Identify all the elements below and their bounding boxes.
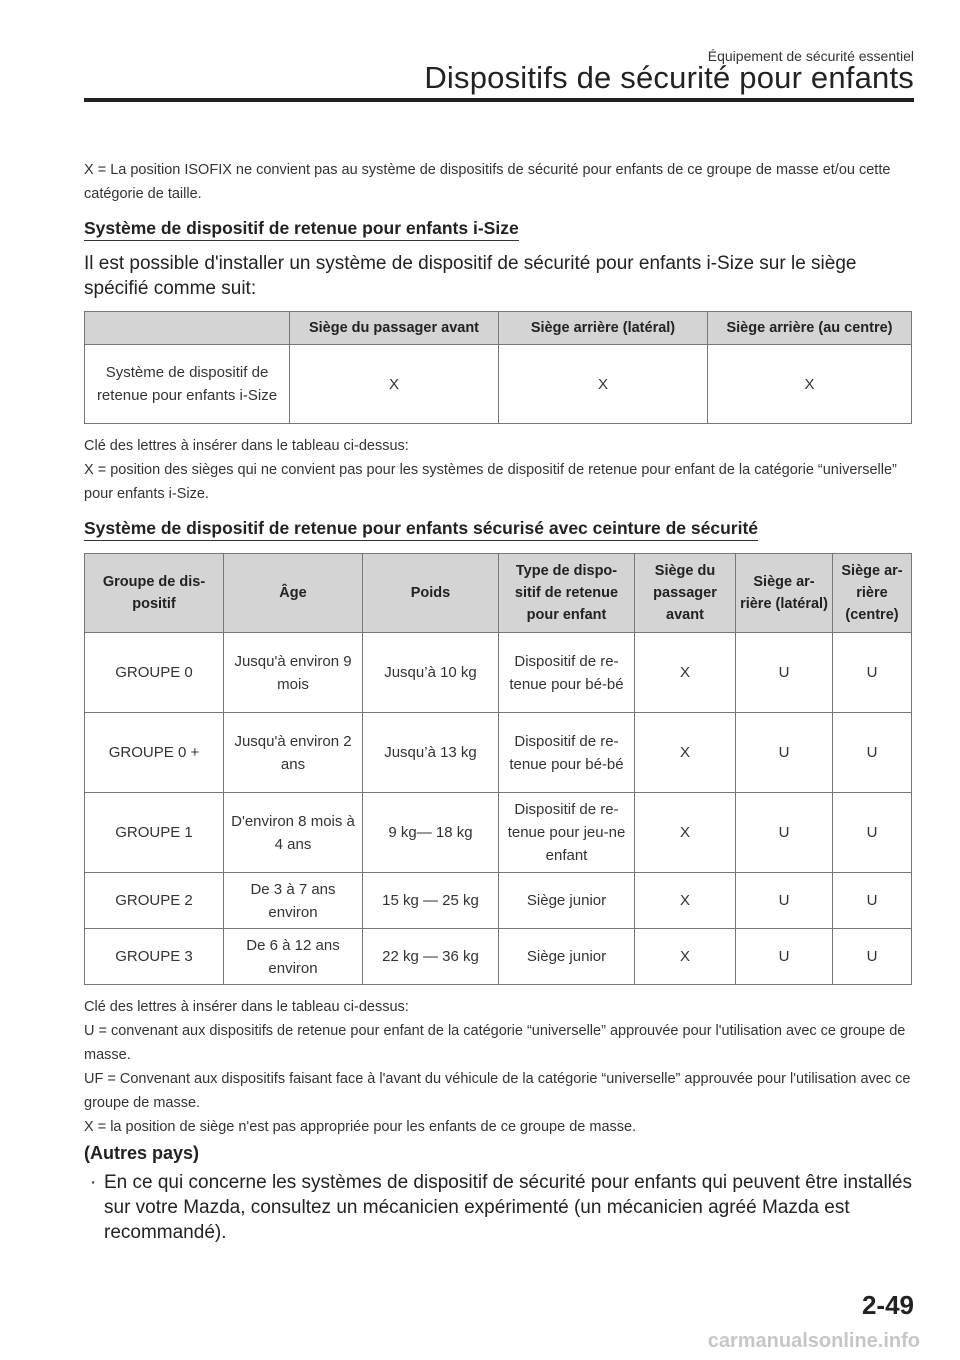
note-line: Clé des lettres à insérer dans le tableau ci-dessus: <box>84 999 409 1015</box>
table-cell: U <box>833 793 912 873</box>
table-cell: Dispositif de re-tenue pour bé-bé <box>499 713 635 793</box>
page-title: Dispositifs de sécurité pour enfants <box>424 60 914 95</box>
table-cell: X <box>635 713 736 793</box>
table-row <box>85 873 912 929</box>
isize-section-heading: Système de dispositif de retenue pour enfants i-Size <box>84 218 519 241</box>
table-cell: X <box>635 929 736 985</box>
table-cell: U <box>833 713 912 793</box>
note-line: X = la position de siège n'est pas appropriée pour les enfants de ce groupe de masse. <box>84 1119 637 1135</box>
table-cell: 15 kg — 25 kg <box>363 873 499 929</box>
isize-notes <box>84 434 914 506</box>
table-cell: Jusqu'à environ 9 mois <box>224 633 363 713</box>
table-cell: De 3 à 7 ans environ <box>224 873 363 929</box>
note-line: UF = Convenant aux dispositifs faisant face à l'avant du véhicule de la catégorie “universelle” approuvée pour l'utilisation avec ce groupe de masse. <box>84 1071 911 1111</box>
table-header-cell: Poids <box>363 554 499 633</box>
table-cell: Jusqu’à 13 kg <box>363 713 499 793</box>
table-cell: GROUPE 0 <box>85 633 224 713</box>
table-header-cell: Siège arrière (latéral) <box>499 312 708 345</box>
table-row <box>85 793 912 873</box>
table-cell: X <box>635 793 736 873</box>
table-cell: De 6 à 12 ans environ <box>224 929 363 985</box>
table-cell: Jusqu'à environ 2 ans <box>224 713 363 793</box>
isize-intro: Il est possible d'installer un système de dispositif de sécurité pour enfants i-Size sur le siège spécifié comme suit: <box>84 253 857 299</box>
table-cell: X <box>290 345 499 424</box>
table-row <box>85 713 912 793</box>
table-cell: Siège junior <box>499 929 635 985</box>
table-header-cell: Siège arrière (au centre) <box>708 312 912 345</box>
table-cell: U <box>833 873 912 929</box>
table-header-row <box>85 554 912 633</box>
table-cell: GROUPE 3 <box>85 929 224 985</box>
page-content <box>84 158 914 1245</box>
table-cell: U <box>736 793 833 873</box>
table-header-cell <box>85 312 290 345</box>
table-cell: D'environ 8 mois à 4 ans <box>224 793 363 873</box>
note-line: U = convenant aux dispositifs de retenue pour enfant de la catégorie “universelle” approuvée pour l'utilisation avec ce groupe de masse. <box>84 1023 906 1063</box>
table-row <box>85 345 912 424</box>
page-number: 2-49 <box>861 1290 914 1320</box>
table-cell: Siège junior <box>499 873 635 929</box>
table-cell: X <box>635 873 736 929</box>
table-header-cell: Siège ar-rière (latéral) <box>736 554 833 633</box>
table-cell: GROUPE 2 <box>85 873 224 929</box>
table-cell: Jusqu’à 10 kg <box>363 633 499 713</box>
table-cell: X <box>499 345 708 424</box>
belt-section-heading: Système de dispositif de retenue pour enfants sécurisé avec ceinture de sécurité <box>84 518 758 541</box>
note-line: Clé des lettres à insérer dans le tableau ci-dessus: <box>84 438 409 454</box>
note-line: X = position des sièges qui ne convient pas pour les systèmes de dispositif de retenue pour enfant de la catégorie “universelle” pour enfants i-Size. <box>84 462 897 502</box>
isize-table <box>84 311 912 424</box>
table-cell: X <box>708 345 912 424</box>
table-cell: GROUPE 0 + <box>85 713 224 793</box>
table-cell: X <box>635 633 736 713</box>
table-header-cell: Groupe de dis-positif <box>85 554 224 633</box>
table-cell: U <box>833 929 912 985</box>
table-cell: Dispositif de re-tenue pour bé-bé <box>499 633 635 713</box>
table-cell: Dispositif de re-tenue pour jeu-ne enfant <box>499 793 635 873</box>
watermark: carmanualsonline.info <box>707 1330 920 1352</box>
table-header-cell: Siège ar-rière (centre) <box>833 554 912 633</box>
table-cell: GROUPE 1 <box>85 793 224 873</box>
table-cell: U <box>833 633 912 713</box>
table-cell: U <box>736 873 833 929</box>
belt-table <box>84 553 912 985</box>
bullet-dot-icon: · <box>90 1172 97 1193</box>
table-cell: U <box>736 633 833 713</box>
table-cell: 9 kg— 18 kg <box>363 793 499 873</box>
table-row <box>85 633 912 713</box>
autres-heading: (Autres pays) <box>84 1143 200 1163</box>
isofix-note: X = La position ISOFIX ne convient pas au système de dispositifs de sécurité pour enfants de ce groupe de masse et/ou cette catégorie de taille. <box>84 162 891 202</box>
table-row <box>85 929 912 985</box>
table-header-cell: Siège du passager avant <box>290 312 499 345</box>
belt-notes <box>84 995 914 1139</box>
table-cell: 22 kg — 36 kg <box>363 929 499 985</box>
section-subtitle: Équipement de sécurité essentiel <box>707 48 914 64</box>
table-cell: Système de dispositif de retenue pour enfants i-Size <box>85 345 290 424</box>
table-header-row <box>85 312 912 345</box>
table-cell: U <box>736 929 833 985</box>
bullet-item <box>90 1170 914 1245</box>
table-cell: U <box>736 713 833 793</box>
table-header-cell: Siège du passager avant <box>635 554 736 633</box>
header-divider <box>84 98 914 102</box>
bullet-text: En ce qui concerne les systèmes de dispositif de sécurité pour enfants qui peuvent être installés sur votre Mazda, consultez un mécanicien expérimenté (un mécanicien agréé Mazda est recommandé). <box>104 1172 912 1243</box>
table-header-cell: Âge <box>224 554 363 633</box>
table-header-cell: Type de dispo-sitif de retenue pour enfant <box>499 554 635 633</box>
